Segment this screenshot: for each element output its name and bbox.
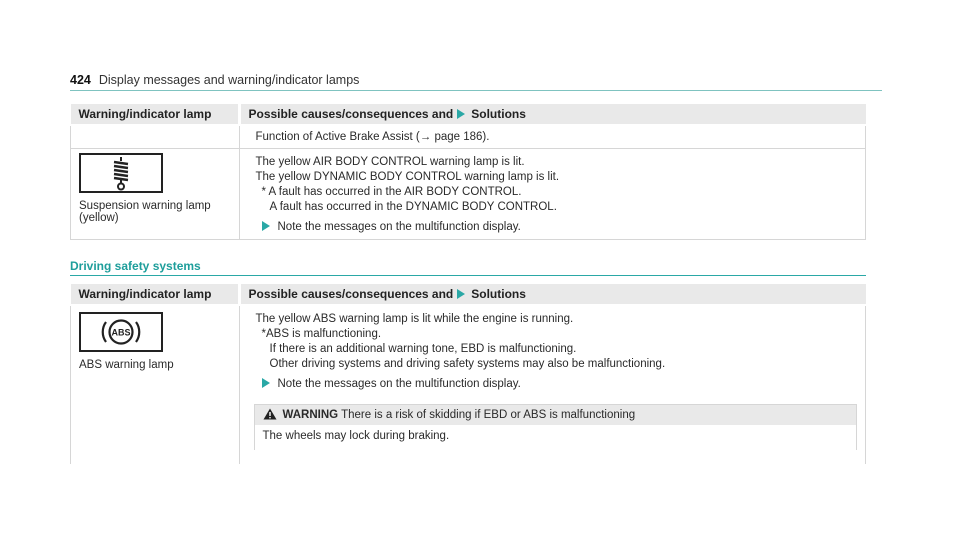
suspension-fault-2: A fault has occurred in the DYNAMIC BODY CONTROL. (269, 201, 557, 213)
abs-line-2: *ABS is malfunctioning. (261, 328, 382, 340)
page-number: 424 (70, 73, 91, 87)
abs-line-1: The yellow ABS warning lamp is lit while the engine is running. (255, 313, 574, 325)
suspension-icon (81, 155, 161, 191)
abs-line-4: Other driving systems and driving safety systems may also be malfunctioning. (269, 358, 666, 370)
suspension-lamp-label: Suspension warning lamp (yellow) (79, 200, 211, 224)
header-divider (70, 90, 882, 91)
col-header-causes: Possible causes/consequences and Solutions (239, 284, 866, 305)
page-title: Display messages and warning/indicator lamps (98, 73, 360, 87)
suspension-lamp-box (79, 153, 163, 193)
col-header-lamp: Warning/indicator lamp (71, 104, 240, 125)
abs-table (70, 284, 866, 464)
table-row (71, 149, 866, 240)
arrow-right-icon (457, 109, 465, 119)
svg-text:ABS: ABS (111, 327, 131, 338)
abs-lamp-label: ABS warning lamp (79, 359, 174, 371)
suspension-line-1: The yellow AIR BODY CONTROL warning lamp is lit. (255, 156, 525, 168)
warning-header (255, 405, 857, 425)
warning-box (254, 404, 858, 450)
col-header-causes: Possible causes/consequences and Solutions (239, 104, 866, 125)
arrow-right-icon (457, 289, 465, 299)
warning-triangle-icon (263, 407, 277, 427)
suspension-action: Note the messages on the multifunction display. (248, 220, 866, 235)
arrow-right-icon (262, 378, 270, 388)
section-title: Driving safety systems (70, 259, 201, 273)
warning-title: There is a risk of skidding if EBD or ABS is malfunctioning (341, 409, 636, 421)
abs-action: Note the messages on the multifunction display. (248, 377, 866, 392)
abs-lamp-box (79, 312, 163, 352)
warning-label: WARNING (282, 409, 339, 421)
abs-icon (81, 314, 161, 350)
continued-text: Function of Active Brake Assist (→ page 186). (255, 131, 490, 143)
col-header-lamp: Warning/indicator lamp (71, 284, 240, 305)
page-header (70, 73, 359, 87)
suspension-fault-1: * A fault has occurred in the AIR BODY CONTROL. (261, 186, 522, 198)
suspension-table (70, 104, 866, 240)
section-divider (70, 275, 866, 276)
arrow-right-icon (262, 221, 270, 231)
warning-body: The wheels may lock during braking. (262, 430, 450, 442)
suspension-line-2: The yellow DYNAMIC BODY CONTROL warning lamp is lit. (255, 171, 560, 183)
table-row (71, 305, 866, 464)
abs-line-3: If there is an additional warning tone, EBD is malfunctioning. (269, 343, 577, 355)
table-row (71, 125, 866, 149)
